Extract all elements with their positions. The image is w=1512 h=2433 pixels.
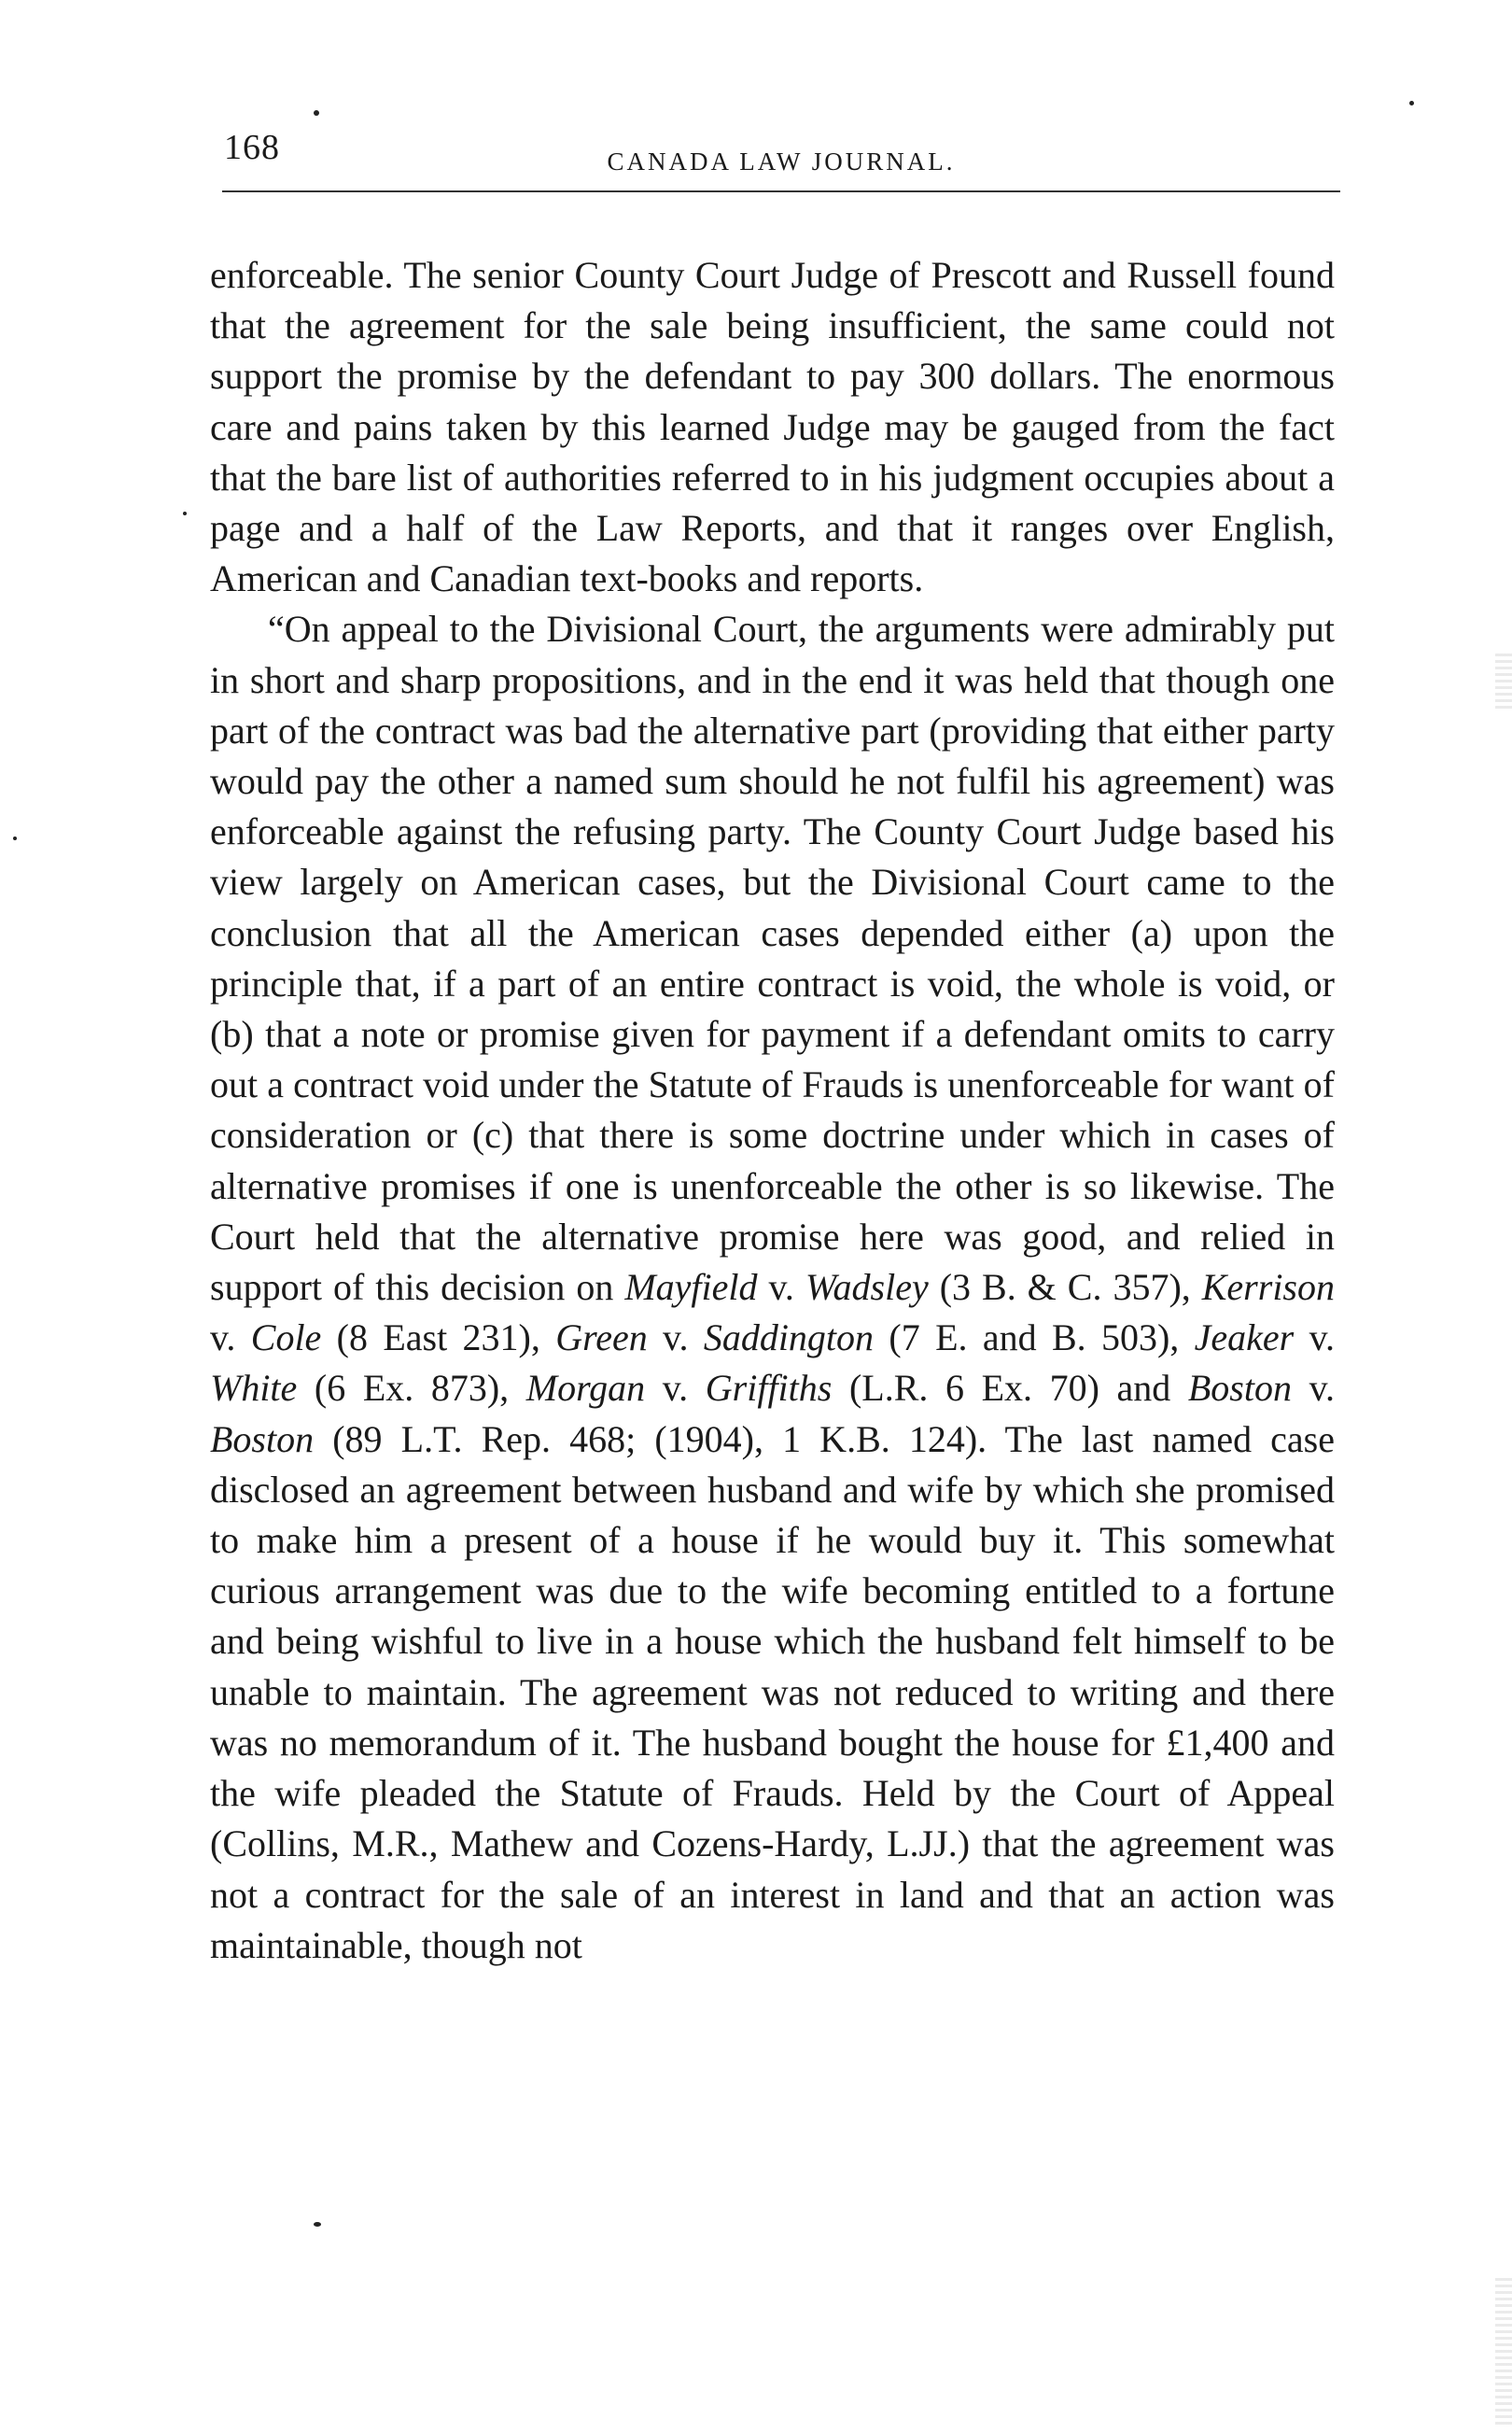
scan-speck <box>314 2222 321 2227</box>
case-name: Mayfield <box>624 1266 758 1309</box>
case-name: Wadsley <box>805 1266 929 1309</box>
scan-speck <box>1409 101 1414 105</box>
text-run: v. <box>1294 1316 1336 1359</box>
text-run: v. <box>647 1316 704 1359</box>
case-name: White <box>210 1367 298 1410</box>
text-run: v. <box>210 1316 251 1359</box>
paragraph <box>210 604 1335 1970</box>
scan-edge-noise <box>1495 2278 1512 2427</box>
scan-edge-noise <box>1495 654 1512 710</box>
body-text <box>210 250 1335 1971</box>
case-name: Saddington <box>703 1316 875 1359</box>
text-run: (3 B. & C. 357), <box>928 1266 1202 1309</box>
scan-speck <box>13 837 17 840</box>
case-name: Jeaker <box>1194 1316 1295 1359</box>
journal-title: CANADA LAW JOURNAL. <box>607 148 956 176</box>
text-run: v. <box>645 1367 706 1410</box>
scan-speck <box>314 110 319 116</box>
text-run: (7 E. and B. 503), <box>874 1316 1195 1359</box>
text-run: v. <box>1292 1367 1335 1410</box>
text-run: “On appeal to the Divisional Court, the arguments were admirably put in short and sharp propositions, and in the end it was held that though one part of the contract was bad the alternative part (providing that either party would pay the other a named sum should he not fulfil his agreement) was enforceable against the refusing party. The County Court Judge based his view largely on American cases, but the Divisional Court came to the conclusion that all the American cases depended either (a) upon the principle that, if a part of an entire contract is void, the whole is void, or (b) that a note or promise given for payment if a defendant omits to carry out a contract void under the Statute of Frauds is unenforceable for want of consideration or (c) that there is some doctrine under which in cases of alternative promises if one is unenforceable the other is so likewise. The Court held that the alternative promise here was good, and relied in support of this decision on <box>210 608 1335 1309</box>
header-rule <box>222 190 1340 192</box>
page-number: 168 <box>224 128 280 167</box>
case-name: Cole <box>250 1316 322 1359</box>
running-head <box>222 123 1340 179</box>
case-name: Boston <box>210 1417 315 1460</box>
case-name: Griffiths <box>705 1367 833 1410</box>
case-name: Green <box>555 1316 648 1359</box>
text-run: (89 L.T. Rep. 468; (1904), 1 K.B. 124). The last named case disclosed an agreement between husband and wife by which she promised to make him a present of a house if he would buy it. This somewhat curious arrangement was due to the wife becoming entitled to a fortune and being wishful to live in a house which the husband felt himself to be unable to maintain. The agreement was not reduced to writing and there was no memorandum of it. The husband bought the house for £1,400 and the wife pleaded the Statute of Frauds. Held by the Court of Appeal (Collins, M.R., Mathew and Cozens-Hardy, L.JJ.) that the agreement was not a contract for the sale of an interest in land and that an action was maintainable, though not <box>210 1417 1335 1966</box>
paragraph <box>210 250 1335 604</box>
text-run: v. <box>757 1266 805 1309</box>
text-run: (6 Ex. 873), <box>297 1367 526 1410</box>
text-run: enforceable. The senior County Court Judge of Prescott and Russell found that the agreement for the sale being insufficient, the same could not support the promise by the defendant to pay 300 dollars. The enormous care and pains taken by this learned Judge may be gauged from the fact that the bare list of authorities referred to in his judgment occupies about a page and a half of the Law Reports, and that it ranges over English, American and Canadian text-books and reports. <box>210 254 1335 600</box>
scan-speck <box>183 512 187 515</box>
text-run: (L.R. 6 Ex. 70) and <box>832 1367 1188 1410</box>
case-name: Kerrison <box>1201 1266 1335 1309</box>
case-name: Morgan <box>525 1367 646 1410</box>
text-run: (8 East 231), <box>321 1316 556 1359</box>
case-name: Boston <box>1187 1367 1292 1410</box>
